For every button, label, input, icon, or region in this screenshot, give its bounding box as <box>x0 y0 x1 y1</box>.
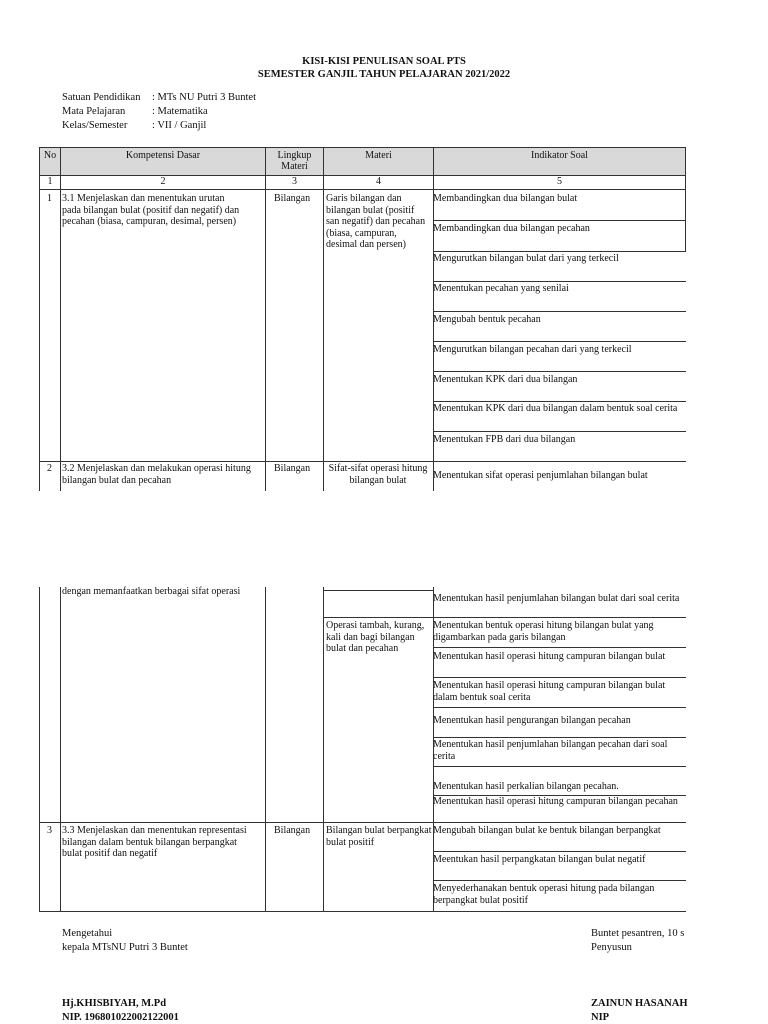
grid-line <box>433 851 686 852</box>
indikator-item: Menentukan hasil operasi hitung campuran bilangan bulat <box>433 651 666 662</box>
footer-place-date: Buntet pesantren, 10 s <box>591 928 685 939</box>
grid-line <box>433 281 686 282</box>
meta-key: Mata Pelajaran <box>62 106 126 117</box>
footer-left-name: Hj.KHISBIYAH, M.Pd <box>62 998 167 1009</box>
footer-left-nip: NIP. 196801022002122001 <box>62 1012 179 1023</box>
materi-text: Bilangan bulat berpangkat bulat positif <box>326 825 432 848</box>
meta-value: : MTs NU Putri 3 Buntet <box>152 92 256 103</box>
meta-mapel <box>62 106 208 117</box>
meta-key: Kelas/Semester <box>62 120 128 131</box>
indikator-item: Menentukan hasil perkalian bilangan pecahan. <box>433 781 619 792</box>
footer-penyusun: Penyusun <box>591 942 632 953</box>
indikator-item: Menentukan hasil operasi hitung campuran bilangan pecahan <box>433 796 678 807</box>
grid-line <box>433 737 686 738</box>
indikator-item: Menentukan KPK dari dua bilangan dalam bentuk soal cerita <box>433 403 678 414</box>
header-indikator-soal: Indikator Soal <box>433 147 686 176</box>
grid-line <box>433 707 686 708</box>
indikator-item: Menyederhanakan bentuk operasi hitung pada bilangan berpangkat bulat positif <box>433 883 655 906</box>
lingkup-materi-text: Bilangan <box>274 463 311 474</box>
grid-line <box>433 617 686 618</box>
meta-kelas <box>62 120 206 131</box>
grid-line <box>433 401 686 402</box>
grid-line <box>39 911 686 912</box>
col-number: 1 <box>39 175 61 190</box>
materi-text: Sifat-sifat operasi hitung bilangan bulat <box>328 463 428 486</box>
indikator-item: Menentukan hasil penjumlahan bilangan pecahan dari soal cerita <box>433 739 668 762</box>
indikator-item: Menentukan KPK dari dua bilangan <box>433 374 578 385</box>
header-lingkup-materi: Lingkup Materi <box>265 147 324 176</box>
grid-line <box>433 251 686 252</box>
meta-value: : Matematika <box>152 106 208 117</box>
indikator-item: Membandingkan dua bilangan bulat <box>433 193 578 204</box>
grid-line <box>433 311 686 312</box>
grid-line <box>433 431 686 432</box>
indikator-item: Menentukan hasil penjumlahan bilangan bulat dari soal cerita <box>433 593 680 604</box>
grid-line <box>39 461 686 462</box>
indikator-item: Menentukan bentuk operasi hitung bilangan bulat yang digambarkan pada garis bilangan <box>433 620 654 643</box>
indikator-item: Menentukan FPB dari dua bilangan <box>433 434 576 445</box>
lingkup-materi-text: Bilangan <box>274 193 311 204</box>
meta-key: Satuan Pendidikan <box>62 92 141 103</box>
col-number: 4 <box>323 175 434 190</box>
lingkup-materi-text: Bilangan <box>274 825 311 836</box>
indikator-item: Mengubah bilangan bulat ke bentuk bilangan berpangkat <box>433 825 661 836</box>
document-title-line1: KISI-KISI PENULISAN SOAL PTS <box>302 56 466 67</box>
header-no: No <box>39 147 61 176</box>
page-break-gap <box>0 491 768 587</box>
grid-line <box>433 677 686 678</box>
materi-text: Garis bilangan dan bilangan bulat (positif san negatif) dan pecahan (biasa, campuran, desimal dan persen) <box>326 193 426 250</box>
document-title-line2: SEMESTER GANJIL TAHUN PELAJARAN 2021/2022 <box>257 69 511 80</box>
indikator-item: Menentukan hasil operasi hitung campuran bilangan bulat dalam bentuk soal cerita <box>433 680 666 703</box>
kompetensi-dasar-continued: dengan memanfaatkan berbagai sifat operasi <box>62 586 241 597</box>
kompetensi-dasar-text: 3.1 Menjelaskan dan menentukan urutan pada bilangan bulat (positif dan negatif) dan pecahan (biasa, campuran, desimal, persen) <box>62 193 240 227</box>
grid-line <box>433 880 686 881</box>
grid-line <box>433 647 686 648</box>
indikator-item: Mengubah bentuk pecahan <box>433 314 541 325</box>
grid-line <box>39 822 686 823</box>
row-number: 3 <box>47 825 52 836</box>
footer-right-name: ZAINUN HASANAH <box>591 998 688 1009</box>
grid-line <box>433 341 686 342</box>
row-number: 1 <box>47 193 52 204</box>
materi-text: Operasi tambah, kurang, kali dan bagi bilangan bulat dan pecahan <box>326 620 425 654</box>
indikator-item: Mengurutkan bilangan pecahan dari yang terkecil <box>433 344 632 355</box>
grid-line <box>323 590 433 591</box>
col-number: 3 <box>265 175 324 190</box>
footer-kepala: kepala MTsNU Putri 3 Buntet <box>62 942 188 953</box>
row-number: 2 <box>47 463 52 474</box>
indikator-item: Menentukan hasil pengurangan bilangan pecahan <box>433 715 631 726</box>
meta-value: : VII / Ganjil <box>152 120 207 131</box>
indikator-item: Mengurutkan bilangan bulat dari yang terkecil <box>433 253 619 264</box>
col-number: 2 <box>60 175 266 190</box>
header-kompetensi-dasar: Kompetensi Dasar <box>60 147 266 176</box>
kompetensi-dasar-text: 3.3 Menjelaskan dan menentukan representasi bilangan dalam bentuk bilangan berpangkat bulat positif dan negatif <box>62 825 247 859</box>
indikator-item: Menentukan sifat operasi penjumlahan bilangan bulat <box>433 470 648 481</box>
footer-right-nip: NIP <box>591 1012 610 1023</box>
grid-line <box>433 371 686 372</box>
header-materi: Materi <box>323 147 434 176</box>
indikator-item: Meentukan hasil perpangkatan bilangan bulat negatif <box>433 854 646 865</box>
grid-line <box>433 766 686 767</box>
col-number: 5 <box>433 175 686 190</box>
grid-line <box>433 220 686 221</box>
meta-satuan <box>62 92 256 103</box>
grid-line <box>323 617 433 618</box>
indikator-item: Membandingkan dua bilangan pecahan <box>433 223 590 234</box>
kompetensi-dasar-text: 3.2 Menjelaskan dan melakukan operasi hitung bilangan bulat dan pecahan <box>62 463 251 486</box>
indikator-item: Menentukan pecahan yang senilai <box>433 283 569 294</box>
footer-mengetahui: Mengetahui <box>62 928 113 939</box>
